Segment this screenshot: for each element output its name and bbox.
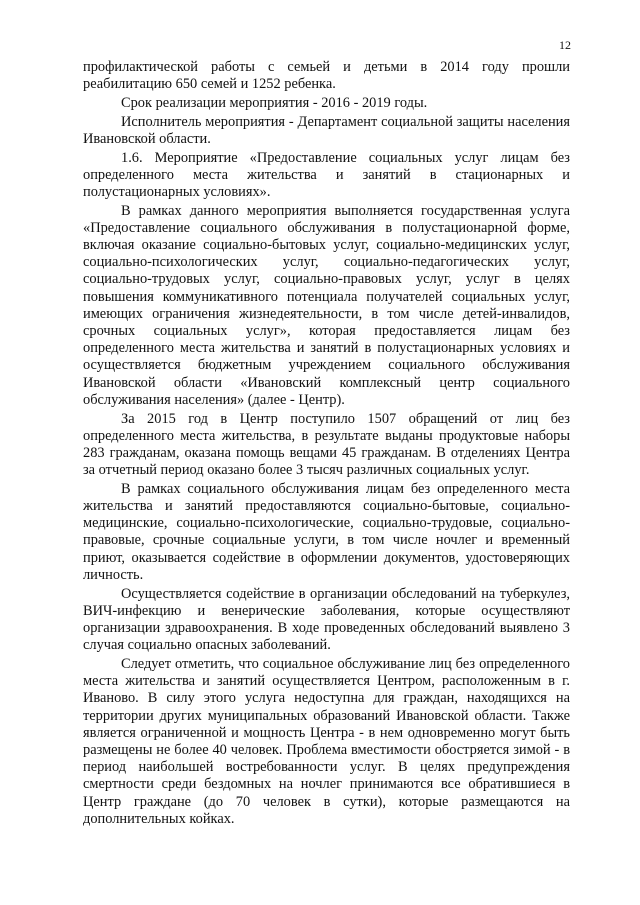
paragraph-state-service: В рамках данного мероприятия выполняется государственная услуга «Предоставление социального обслуживания в полустационарной форме, включая оказание социально-бытовых услуг, социально-медицинских услуг, социально-психологических услуг, социально-педагогических услуг, социально-трудовых услуг, социально-правовых услуг, услуг в целях повышения коммуникативного потенциала получателей социальных услуг, имеющих ограничения жизнедеятельности, в том числе детей-инвалидов, срочных социальных услуг», которая предоставляется лицам без определенного места жительства и занятий в полустационарных условиях и осуществляется бюджетным учреждением социального обслуживания Ивановской области «Ивановский комплексный центр социального обслуживания населения» (далее - Центр). [83, 202, 570, 408]
paragraph-medical-examinations: Осуществляется содействие в организации обследований на туберкулез, ВИЧ-инфекцию и венерические заболевания, которые осуществляют организации здравоохранения. В ходе проведенных обследований выявлено 3 случая социально опасных заболеваний. [83, 585, 570, 654]
paragraph-center-capacity: Следует отметить, что социальное обслуживание лиц без определенного места жительства и занятий осуществляется Центром, расположенным в г. Иваново. В силу этого услуга недоступна для граждан, находящихся на территории других муниципальных образований Ивановской области. Также является ограниченной и мощность Центра - в нем одновременно могут быть размещены не более 40 человек. Проблема вместимости обостряется зимой - в период наибольшей востребованности услуг. В целях предупреждения смертности среди бездомных на ночлег принимаются все обратившиеся в Центр граждане (до 70 человек в сутки), которые размещаются на дополнительных койках. [83, 655, 570, 827]
paragraph-executor: Исполнитель мероприятия - Департамент социальной защиты населения Ивановской области. [83, 113, 570, 147]
paragraph-measure-1-6: 1.6. Мероприятие «Предоставление социальных услуг лицам без определенного места жительства и занятий в стационарных и полустационарных условиях». [83, 149, 570, 200]
paragraph-services-provided: В рамках социального обслуживания лицам без определенного места жительства и занятий предоставляются социально-бытовые, социально-медицинские, социально-психологические, социально-трудовые, социально-правовые, срочные социальные услуги, в том числе ночлег и временный приют, оказывается содействие в оформлении документов, удостоверяющих личность. [83, 480, 570, 583]
page-number: 12 [559, 38, 571, 52]
paragraph-continuation: профилактической работы с семьей и детьми в 2014 году прошли реабилитацию 650 семей и 1252 ребенка. [83, 59, 570, 93]
document-body [83, 59, 570, 829]
paragraph-2015-results: За 2015 год в Центр поступило 1507 обращений от лиц без определенного места жительства, в результате выданы продуктовые наборы 283 гражданам, оказана помощь вещами 45 гражданам. В отделениях Центра за отчетный период оказано более 3 тысяч различных социальных услуг. [83, 410, 570, 479]
paragraph-implementation-period: Срок реализации мероприятия - 2016 - 2019 годы. [121, 94, 428, 111]
